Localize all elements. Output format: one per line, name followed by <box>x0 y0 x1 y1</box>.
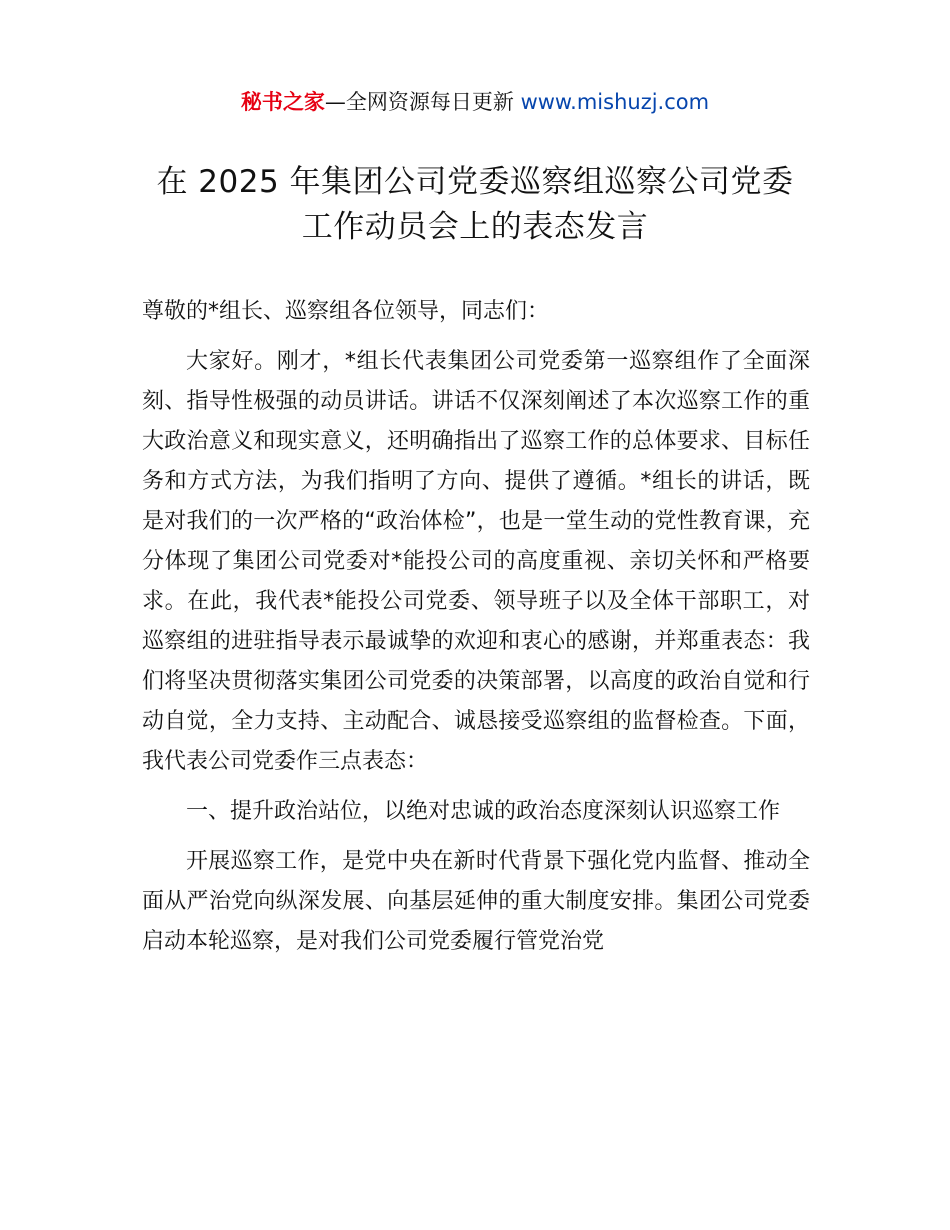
salutation: 尊敬的*组长、巡察组各位领导，同志们： <box>142 299 550 324</box>
site-slogan: —全网资源每日更新 <box>324 90 514 114</box>
site-header <box>0 86 950 118</box>
document-body <box>142 292 810 962</box>
site-url-link[interactable]: www.mishuzj.com <box>520 90 710 114</box>
paragraph-section-1: 开展巡察工作，是党中央在新时代背景下强化党内监督、推动全面从严治党向纵深发展、向基层延伸的重大制度安排。集团公司党委启动本轮巡察，是对我们公司党委履行管党治党 <box>142 849 810 954</box>
site-brand[interactable]: 秘书之家 <box>240 90 325 114</box>
document-title-line-2: 工作动员会上的表态发言 <box>301 209 649 245</box>
section-heading-1: 一、提升政治站位，以绝对忠诚的政治态度深刻认识巡察工作 <box>186 799 781 824</box>
document-title <box>120 160 830 250</box>
document-title-line-1: 在 2025 年集团公司党委巡察组巡察公司党委 <box>156 164 794 200</box>
paragraph-opening: 大家好。刚才，*组长代表集团公司党委第一巡察组作了全面深刻、指导性极强的动员讲话。讲话不仅深刻阐述了本次巡察工作的重大政治意义和现实意义，还明确指出了巡察工作的总体要求、目标任务和方式方法，为我们指明了方向、提供了遵循。*组长的讲话，既是对我们的一次严格的“政治体检”，也是一堂生动的党性教育课，充分体现了集团公司党委对*能投公司的高度重视、亲切关怀和严格要求。在此，我代表*能投公司党委、领导班子以及全体干部职工，对巡察组的进驻指导表示最诚挚的欢迎和衷心的感谢，并郑重表态：我们将坚决贯彻落实集团公司党委的决策部署，以高度的政治自觉和行动自觉，全力支持、主动配合、诚恳接受巡察组的监督检查。下面，我代表公司党委作三点表态： <box>142 349 810 774</box>
